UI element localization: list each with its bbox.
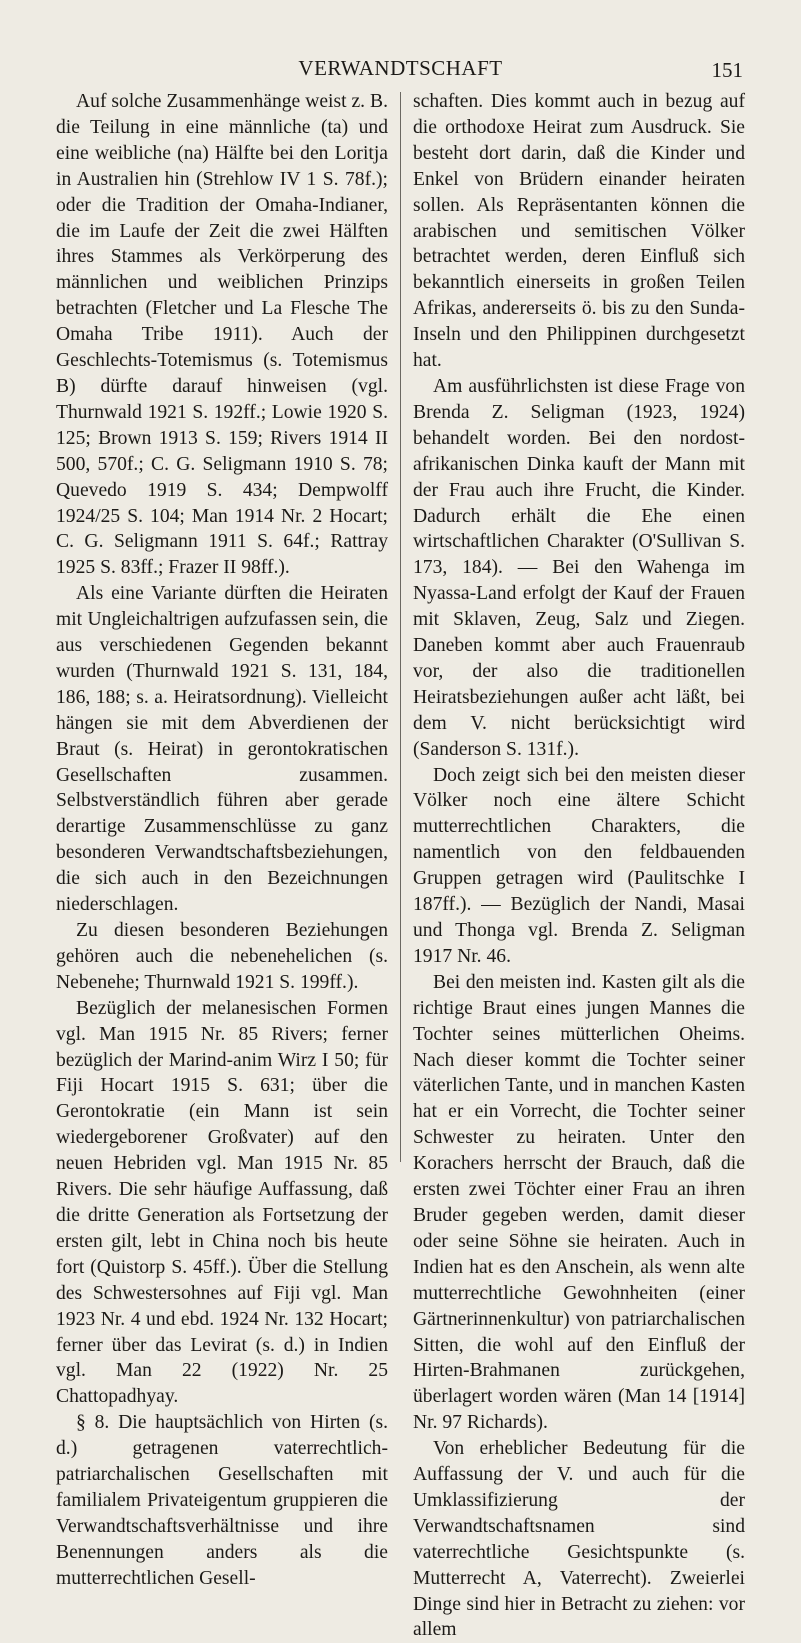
paragraph: Auf solche Zusammenhänge weist z. B. die Teilung in eine männliche (ta) und eine weibliche (na) Hälfte bei den Loritja in Australien hin (Strehlow IV 1 S. 78f.); oder die Tradition der Omaha-Indianer, die im Laufe der Zeit die zwei Hälften ihres Stammes als Verkörperung des männlichen und weiblichen Prinzips betrachten (Fletcher und La Flesche The Omaha Tribe 1911). Auch der Geschlechts-Totemismus (s. Totemismus B) dürfte darauf hinweisen (vgl. Thurnwald 1921 S. 192ff.; Lowie 1920 S. 125; Brown 1913 S. 159; Rivers 1914 II 500, 570f.; C. G. Seligmann 1910 S. 78; Quevedo 1919 S. 434; Dempwolff 1924/25 S. 104; Man 1914 Nr. 2 Hocart; C. G. Seligmann 1911 S. 64f.; Rattray 1925 S. 83ff.; Frazer II 98ff.). [56, 91, 388, 579]
left-column [56, 89, 388, 1592]
paragraph: Von erheblicher Bedeutung für die Auffassung der V. und auch für die Umklassifizierung der Verwandtschaftsnamen sind vaterrechtliche Gesichtspunkte (s. Mutterrecht A, Vaterrecht). Zweierlei Dinge sind hier in Betracht zu ziehen: vor allem [413, 1438, 745, 1641]
paragraph: Bei den meisten ind. Kasten gilt als die richtige Braut eines jungen Mannes die Tochter seines mütterlichen Oheims. Nach dieser kommt die Tochter seiner väterlichen Tante, und in manchen Kasten hat er ein Vorrecht, die Tochter seiner Schwester zu heiraten. Unter den Korachers herrscht der Brauch, daß die ersten zwei Töchter einer Frau an ihren Bruder gegeben werden, damit dieser oder seine Söhne sie heiraten. Auch in Indien hat es den Anschein, als wenn alte mutterrechtliche Gewohnheiten (einer Gärtnerinnenkultur) von patriarchalischen Sitten, die wohl auf den Einfluß der Hirten-Brahmanen zurückgehen, überlagert worden wären (Man 14 [1914] Nr. 97 Richards). [413, 971, 745, 1434]
paragraph: § 8. Die hauptsächlich von Hirten (s. d.) getragenen vaterrechtlich-patriarchalischen Gesellschaften mit familialem Privateigentum gruppieren die Verwandtschaftsverhältnisse und ihre Benennungen anders als die mutterrechtlichen Gesell- [56, 1412, 388, 1589]
paragraph: Bezüglich der melanesischen Formen vgl. Man 1915 Nr. 85 Rivers; ferner bezüglich der Marind-anim Wirz I 50; für Fiji Hocart 1915 S. 631; über die Gerontokratie (ein Mann ist sein wiedergeborener Großvater) auf den neuen Hebriden vgl. Man 1915 Nr. 85 Rivers. Die sehr häufige Auffassung, daß die dritte Generation als Fortsetzung der ersten gilt, lebt in China noch bis heute fort (Quistorp S. 45ff.). Über die Stellung des Schwestersohnes auf Fiji vgl. Man 1923 Nr. 4 und ebd. 1924 Nr. 132 Hocart; ferner über das Levirat (s. d.) in Indien vgl. Man 22 (1922) Nr. 25 Chattopadhyay. [56, 997, 388, 1408]
paragraph: schaften. Dies kommt auch in bezug auf die orthodoxe Heirat zum Ausdruck. Sie besteht dort darin, daß die Kinder und Enkel von Brüdern einander heiraten sollen. Als Repräsentanten können die arabischen und semitischen Völker betrachtet werden, deren Einfluß sich bekanntlich einerseits in großen Teilen Afrikas, andererseits ö. bis zu den Sunda-Inseln und den Philippinen durchgesetzt hat. [413, 91, 745, 372]
right-column [413, 89, 745, 1643]
column-divider [400, 92, 401, 1162]
paragraph: Doch zeigt sich bei den meisten dieser Völker noch eine ältere Schicht mutterrechtlichen Charakters, die namentlich von den feldbauenden Gruppen getragen wird (Paulitschke I 187ff.). — Bezüglich der Nandi, Masai und Thonga vgl. Brenda Z. Seligman 1917 Nr. 46. [413, 764, 745, 967]
paragraph: Zu diesen besonderen Beziehungen gehören auch die nebenehelichen (s. Nebenehe; Thurnwald 1921 S. 199ff.). [56, 920, 388, 993]
paragraph: Als eine Variante dürften die Heiraten mit Ungleichaltrigen aufzufassen sein, die aus verschiedenen Gegenden bekannt wurden (Thurnwald 1921 S. 131, 184, 186, 188; s. a. Heiratsordnung). Vielleicht hängen sie mit dem Abverdienen der Braut (s. Heirat) in gerontokratischen Gesellschaften zusammen. Selbstverständlich führen aber gerade derartige Zusammenschlüsse zu ganz besonderen Verwandtschaftsbeziehungen, die sich auch in den Bezeichnungen niederschlagen. [56, 583, 388, 916]
page-number: 151 [711, 58, 743, 82]
running-head: VERWANDTSCHAFT [298, 56, 503, 80]
paragraph: Am ausführlichsten ist diese Frage von Brenda Z. Seligman (1923, 1924) behandelt worden. Bei den nordost-afrikanischen Dinka kauft der Mann mit der Frau auch ihre Frucht, die Kinder. Dadurch erhält die Ehe einen wirtschaftlichen Charakter (O'Sullivan S. 173, 184). — Bei den Wahenga im Nyassa-Land erfolgt der Kauf der Frauen mit Sklaven, Zeug, Salz und Ziegen. Daneben kommt aber auch Frauenraub vor, der also die traditionellen Heiratsbeziehungen außer acht läßt, bei dem V. nicht berücksichtigt wird (Sanderson S. 131f.). [413, 375, 745, 760]
